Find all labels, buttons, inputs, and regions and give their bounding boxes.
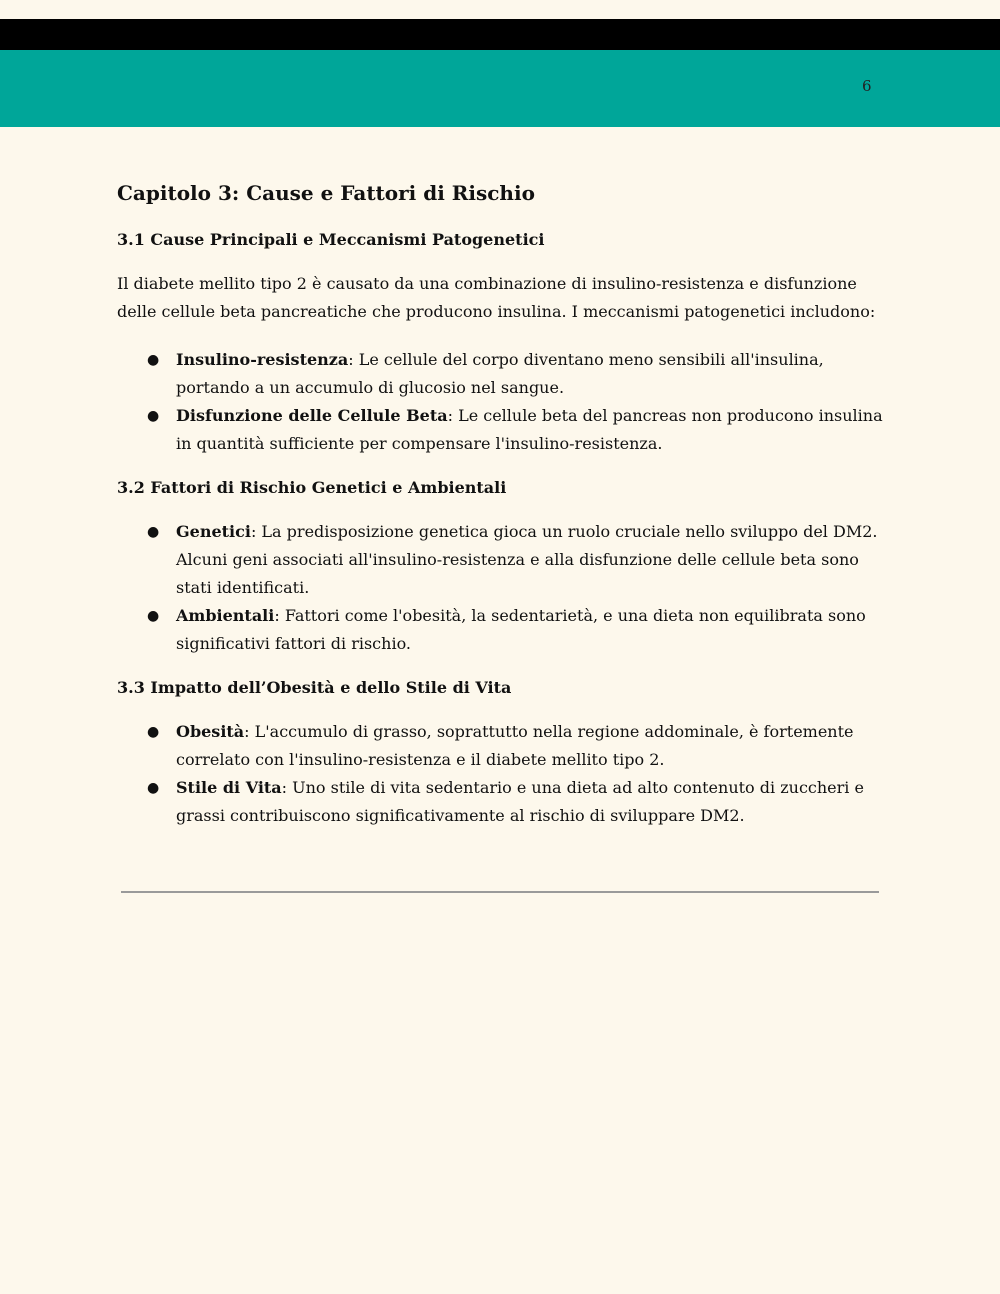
list-item-text: : Fattori come l'obesità, la sedentarietà, e una dieta non equilibrata sono significativi fattori di rischio. [176,606,866,653]
bullet-list [117,718,887,830]
chapter-title: Capitolo 3: Cause e Fattori di Rischio [117,181,535,205]
page-content [117,178,887,848]
section-heading: 3.3 Impatto dell’Obesità e dello Stile di Vita [117,678,512,697]
list-item-term: Disfunzione delle Cellule Beta [176,406,448,425]
list-item [117,774,887,830]
list-item-term: Obesità [176,722,245,741]
list-item-text: : La predisposizione genetica gioca un ruolo cruciale nello sviluppo del DM2. Alcuni geni associati all'insulino-resistenza e alla disfunzione delle cellule beta sono stati identificati. [176,522,878,597]
list-item-term: Ambientali [176,606,275,625]
page-top-margin [0,0,1000,19]
section-risk-factors [117,476,887,658]
section-intro: Il diabete mellito tipo 2 è causato da una combinazione di insulino-resistenza e disfunzione delle cellule beta pancreatiche che producono insulina. I meccanismi patogenetici includono: [117,274,876,321]
list-item [117,718,887,774]
page-number: 6 [862,77,872,95]
bullet-icon: ● [147,408,160,424]
horizontal-rule [121,891,879,893]
list-item-text: : Uno stile di vita sedentario e una dieta ad alto contenuto di zuccheri e grassi contribuiscono significativamente al rischio di sviluppare DM2. [176,778,864,825]
bullet-icon: ● [147,352,160,368]
header-black-band [0,19,1000,50]
bullet-icon: ● [147,780,160,796]
bullet-icon: ● [147,724,160,740]
bullet-list [117,518,887,658]
bullet-icon: ● [147,608,160,624]
section-heading: 3.2 Fattori di Rischio Genetici e Ambientali [117,478,507,497]
section-causes [117,228,887,458]
list-item-term: Insulino-resistenza [176,350,349,369]
header-teal-band [0,50,1000,127]
list-item-text: : Le cellule del corpo diventano meno sensibili all'insulina, portando a un accumulo di glucosio nel sangue. [176,350,824,397]
list-item [117,518,887,602]
list-item-term: Stile di Vita [176,778,282,797]
list-item [117,402,887,458]
list-item-text: : Le cellule beta del pancreas non producono insulina in quantità sufficiente per compensare l'insulino-resistenza. [176,406,883,453]
list-item-term: Genetici [176,522,251,541]
bullet-list [117,346,887,458]
section-heading: 3.1 Cause Principali e Meccanismi Patogenetici [117,230,545,249]
list-item-text: : L'accumulo di grasso, soprattutto nella regione addominale, è fortemente correlato con l'insulino-resistenza e il diabete mellito tipo 2. [176,722,854,769]
list-item [117,346,887,402]
section-obesity-lifestyle [117,676,887,830]
bullet-icon: ● [147,524,160,540]
list-item [117,602,887,658]
